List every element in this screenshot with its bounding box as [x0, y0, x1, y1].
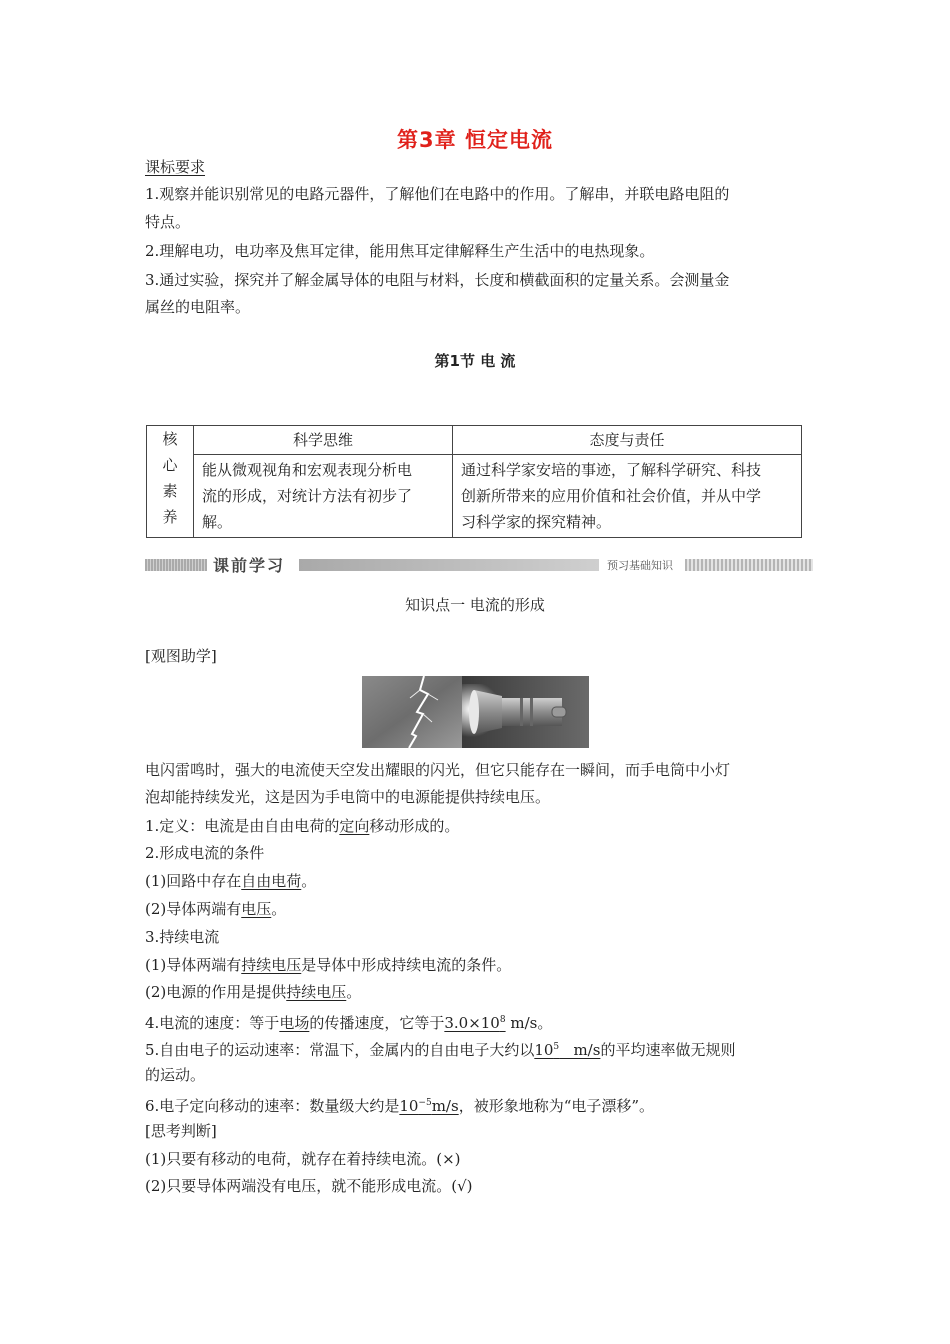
lightning-flashlight-image [362, 676, 589, 748]
chapter-title: 第3章 恒定电流 [397, 128, 553, 152]
continuous-current-heading: 3.持续电流 [145, 928, 220, 946]
core-literacy-label: 核 心 素 养 [147, 426, 194, 538]
definition-line: 1.定义：电流是由自由电荷的定向移动形成的。 [145, 817, 460, 835]
condition-2: (2)导体两端有电压。 [145, 900, 287, 918]
cell-scientific-thinking: 能从微观视角和宏观表现分析电 流的形成，对统计方法有初步了 解。 [194, 455, 453, 538]
judge-1: (1)只要有移动的电荷，就存在着持续电流。(×) [145, 1150, 461, 1168]
knowledge-point-title: 知识点一 电流的形成 [405, 596, 545, 614]
col-header-scientific-thinking: 科学思维 [194, 426, 453, 455]
intro-line-2: 泡却能持续发光，这是因为手电筒中的电源能提供持续电压。 [145, 788, 551, 806]
banner-title: 课前学习 [213, 556, 286, 575]
cell-attitude: 通过科学家安培的事迹，了解科学研究、科技 创新所带来的应用价值和社会价值，并从中学 习科学家的探究精神。 [453, 455, 802, 538]
section-title: 第1节 电 流 [434, 352, 516, 370]
requirement-3-line-1: 3.通过实验，探究并了解金属导体的电阻与材料，长度和横截面积的定量关系。会测量金 [145, 271, 730, 289]
col-header-attitude: 态度与责任 [453, 426, 802, 455]
banner-subtitle: 预习基础知识 [607, 559, 673, 572]
condition-1: (1)回路中存在自由电荷。 [145, 872, 317, 890]
current-speed-line: 4.电流的速度：等于电场的传播速度，它等于$3.0\times 10^8$ m/s。 [145, 1014, 553, 1032]
section-banner [145, 552, 813, 576]
core-literacy-table [146, 425, 802, 538]
banner-bar-middle [299, 559, 599, 571]
requirement-3-line-2: 属丝的电阻率。 [145, 298, 251, 316]
banner-bar-left [145, 559, 207, 571]
banner-bar-right [685, 559, 813, 571]
judge-2: (2)只要导体两端没有电压，就不能形成电流。(√) [145, 1177, 473, 1195]
requirement-1-line-2: 特点。 [145, 213, 191, 231]
think-label: [思考判断] [145, 1122, 217, 1140]
requirement-1-line-1: 1.观察并能识别常见的电路元器件，了解他们在电路中的作用。了解串，并联电路电阻的 [145, 185, 730, 203]
observe-label: [观图助学] [145, 647, 217, 665]
requirement-2: 2.理解电功，电功率及焦耳定律，能用焦耳定律解释生产生活中的电热现象。 [145, 242, 655, 260]
conditions-heading: 2.形成电流的条件 [145, 844, 265, 862]
drift-speed-line: 6.电子定向移动的速率：数量级大约是$10^{-5}m/s$，被形象地称为“电子漂移”。 [145, 1097, 655, 1115]
continuous-current-2: (2)电源的作用是提供持续电压。 [145, 983, 362, 1001]
continuous-current-1: (1)导体两端有持续电压是导体中形成持续电流的条件。 [145, 956, 512, 974]
electron-speed-line-2: 的运动。 [145, 1066, 206, 1084]
requirements-heading: 课标要求 [145, 158, 206, 176]
electron-speed-line: 5.自由电子的运动速率：常温下，金属内的自由电子大约以$10^5$ m/s的平均速率做无规则 [145, 1041, 736, 1059]
intro-line-1: 电闪雷鸣时，强大的电流使天空发出耀眼的闪光，但它只能存在一瞬间，而手电筒中小灯 [145, 761, 731, 779]
